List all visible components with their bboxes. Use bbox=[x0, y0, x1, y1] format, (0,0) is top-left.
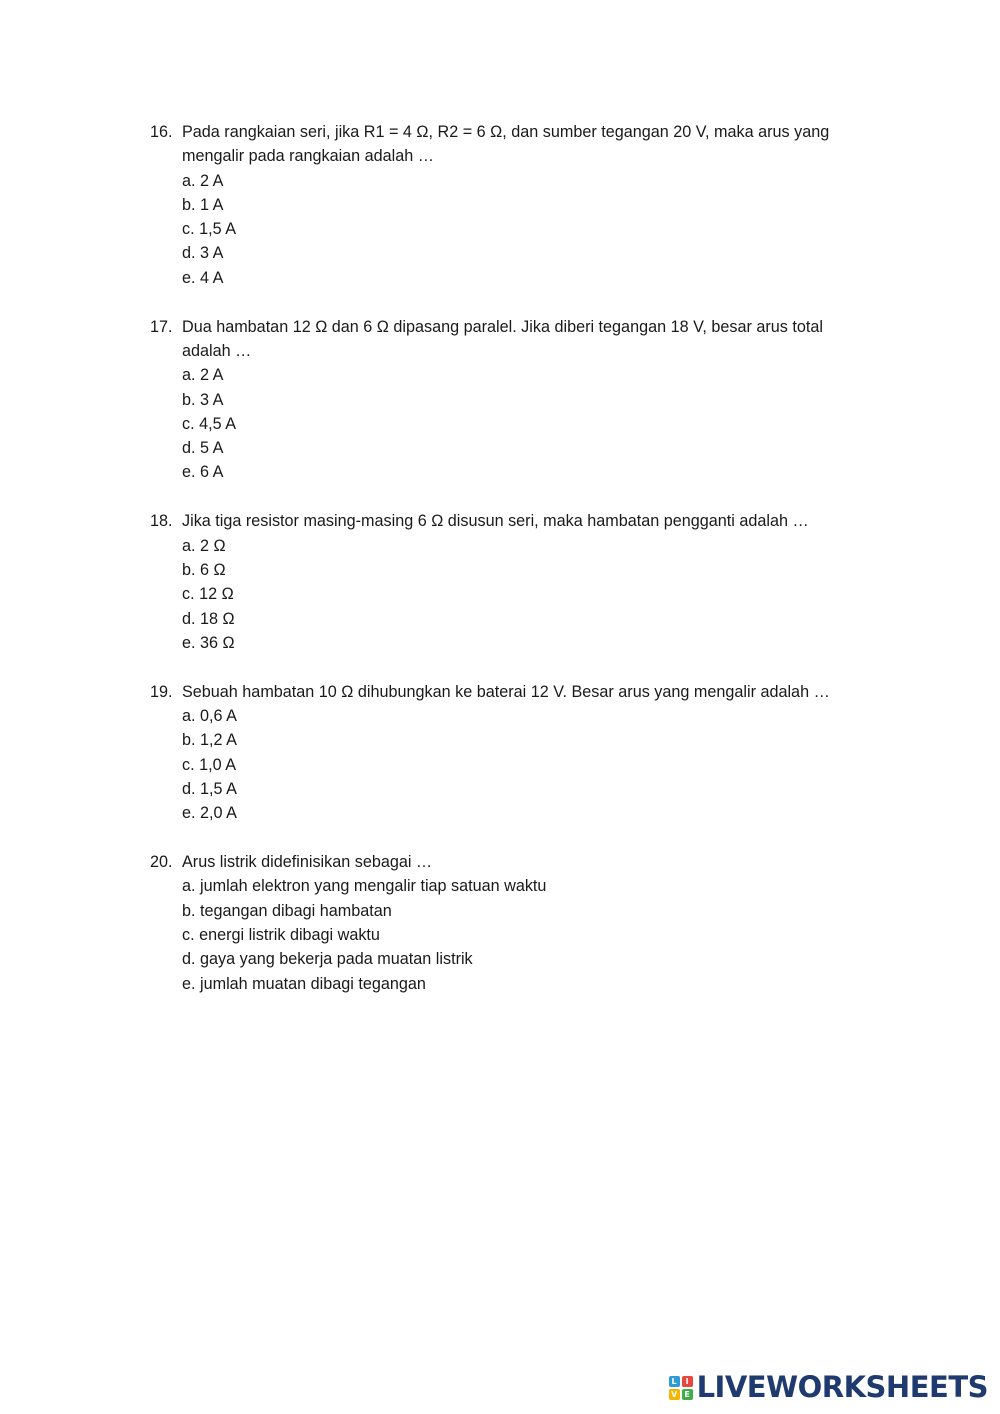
question-text: Jika tiga resistor masing-masing 6 Ω disusun seri, maka hambatan pengganti adalah … bbox=[182, 512, 809, 531]
question-number: 19. bbox=[150, 682, 173, 701]
question-number: 17. bbox=[150, 317, 173, 336]
option-d: d. 5 A bbox=[182, 439, 224, 458]
question-number: 18. bbox=[150, 512, 173, 531]
option-c: c. energi listrik dibagi waktu bbox=[182, 925, 380, 944]
question-number: 20. bbox=[150, 853, 173, 872]
question-text: Dua hambatan 12 Ω dan 6 Ω dipasang paralel. Jika diberi tegangan 18 V, besar arus total adalah … bbox=[182, 317, 823, 360]
option-c: c. 1,5 A bbox=[182, 220, 236, 239]
option-a: a. 2 A bbox=[182, 366, 224, 385]
option-e: e. 2,0 A bbox=[182, 804, 237, 823]
option-b: b. 1 A bbox=[182, 195, 224, 214]
option-e: e. 4 A bbox=[182, 268, 224, 287]
option-b: b. 3 A bbox=[182, 390, 224, 409]
option-d: d. 3 A bbox=[182, 244, 224, 263]
option-b: b. 6 Ω bbox=[182, 560, 226, 579]
option-e: e. jumlah muatan dibagi tegangan bbox=[182, 974, 426, 993]
question-18 bbox=[150, 509, 850, 655]
question-16 bbox=[150, 120, 850, 290]
options-list bbox=[150, 704, 850, 825]
logo-mark-icon bbox=[669, 1376, 693, 1400]
question-19 bbox=[150, 680, 850, 826]
options-list bbox=[150, 169, 850, 290]
question-text: Pada rangkaian seri, jika R1 = 4 Ω, R2 = 6 Ω, dan sumber tegangan 20 V, maka arus yang mengalir pada rangkaian adalah … bbox=[182, 123, 830, 166]
question-17 bbox=[150, 315, 850, 485]
option-a: a. 2 A bbox=[182, 171, 224, 190]
option-a: a. jumlah elektron yang mengalir tiap satuan waktu bbox=[182, 877, 547, 896]
options-list bbox=[150, 534, 850, 655]
question-20 bbox=[150, 850, 850, 996]
option-c: c. 4,5 A bbox=[182, 414, 236, 433]
option-c: c. 12 Ω bbox=[182, 585, 234, 604]
question-number: 16. bbox=[150, 123, 173, 141]
question-text: Arus listrik didefinisikan sebagai … bbox=[182, 853, 433, 872]
option-e: e. 36 Ω bbox=[182, 633, 235, 652]
option-c: c. 1,0 A bbox=[182, 755, 236, 774]
worksheet bbox=[150, 120, 850, 1020]
option-d: d. 18 Ω bbox=[182, 609, 235, 628]
question-text: Sebuah hambatan 10 Ω dihubungkan ke baterai 12 V. Besar arus yang mengalir adalah … bbox=[182, 682, 830, 701]
option-a: a. 0,6 A bbox=[182, 707, 237, 726]
options-list bbox=[150, 363, 850, 484]
option-d: d. 1,5 A bbox=[182, 779, 237, 798]
logo-letter: E bbox=[682, 1389, 693, 1400]
logo-letter: V bbox=[669, 1389, 680, 1400]
option-d: d. gaya yang bekerja pada muatan listrik bbox=[182, 950, 473, 969]
logo-letter: L bbox=[669, 1376, 680, 1387]
liveworksheets-logo bbox=[669, 1370, 988, 1404]
logo-wordmark: LIVEWORKSHEETS bbox=[696, 1370, 988, 1404]
options-list bbox=[150, 874, 850, 995]
option-a: a. 2 Ω bbox=[182, 536, 226, 555]
option-b: b. tegangan dibagi hambatan bbox=[182, 901, 392, 920]
logo-letter: I bbox=[682, 1376, 693, 1387]
option-b: b. 1,2 A bbox=[182, 731, 237, 750]
option-e: e. 6 A bbox=[182, 463, 224, 482]
